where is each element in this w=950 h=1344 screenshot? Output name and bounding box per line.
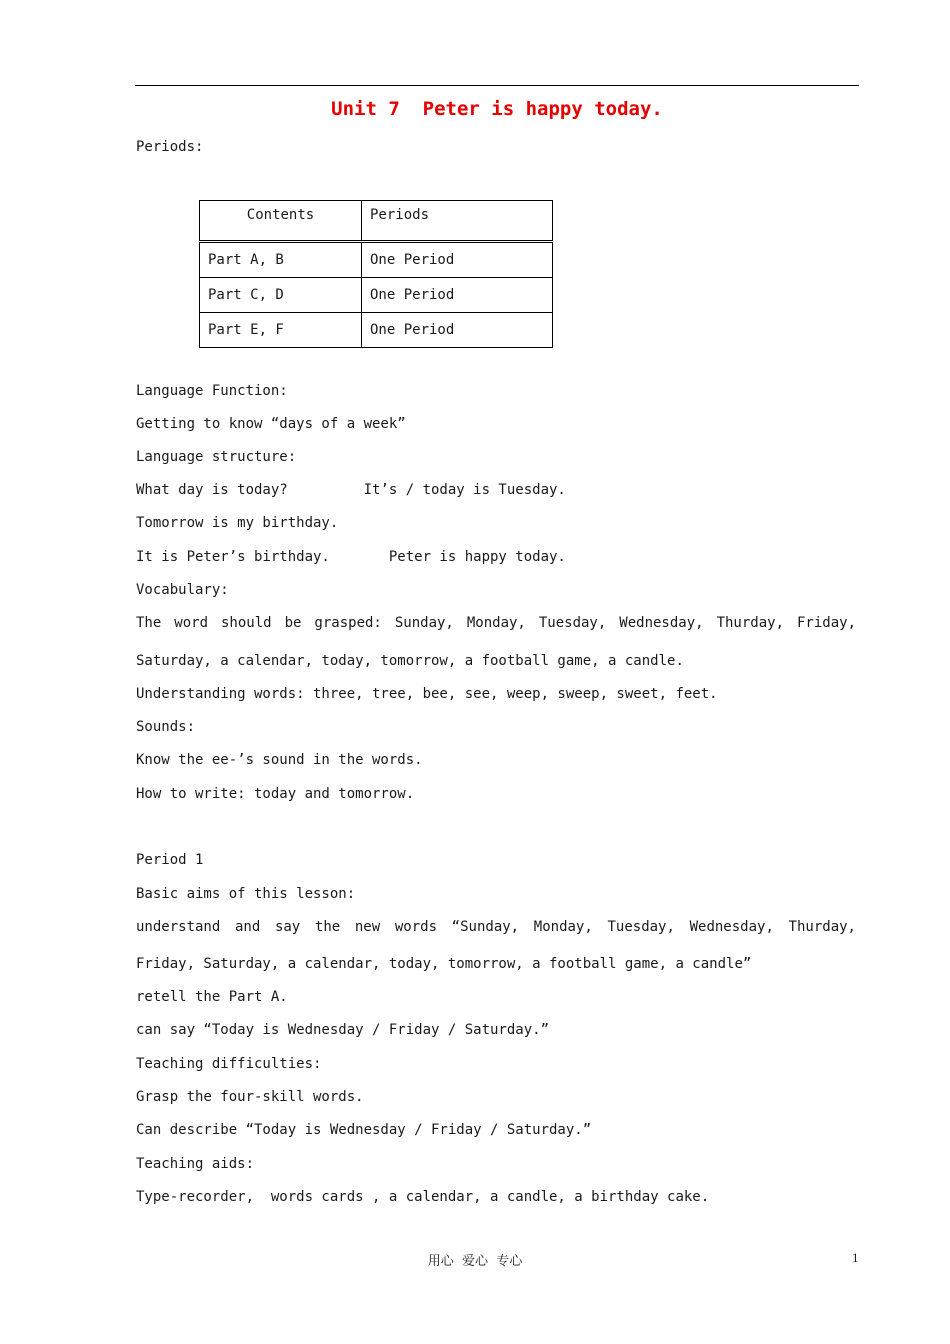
table-cell: Part C, D <box>200 278 362 313</box>
language-structure-heading: Language structure: <box>136 449 297 465</box>
table-cell: One Period <box>362 313 553 348</box>
body-line: Can describe “Today is Wednesday / Friday / Saturday.” <box>136 1122 592 1138</box>
body-line: understand and say the new words “Sunday, Monday, Tuesday, Wednesday, Thurday, <box>136 919 856 935</box>
vocabulary-heading: Vocabulary: <box>136 582 229 598</box>
body-line: Saturday, a calendar, today, tomorrow, a football game, a candle. <box>136 653 684 669</box>
table-cell: Part E, F <box>200 313 362 348</box>
header-rule <box>135 85 859 86</box>
body-line: Know the ee-’s sound in the words. <box>136 752 423 768</box>
body-line: Understanding words: three, tree, bee, see, weep, sweep, sweet, feet. <box>136 686 718 702</box>
table-cell: One Period <box>362 278 553 313</box>
periods-label: Periods: <box>136 139 204 155</box>
table-cell: Part A, B <box>200 242 362 278</box>
body-line: How to write: today and tomorrow. <box>136 786 415 802</box>
basic-aims-heading: Basic aims of this lesson: <box>136 886 356 902</box>
page-number: 1 <box>852 1250 859 1265</box>
language-function-heading: Language Function: <box>136 383 288 399</box>
body-line: The word should be grasped: Sunday, Monday, Tuesday, Wednesday, Thurday, Friday, <box>136 615 856 631</box>
teaching-aids-heading: Teaching aids: <box>136 1156 255 1172</box>
body-line: It is Peter’s birthday. Peter is happy today. <box>136 549 566 565</box>
table-row <box>200 242 553 278</box>
document-title: Unit 7 Peter is happy today. <box>331 98 663 120</box>
body-line: can say “Today is Wednesday / Friday / Saturday.” <box>136 1022 550 1038</box>
table-row <box>200 278 553 313</box>
page-footer: 用心 爱心 专心 <box>427 1254 523 1269</box>
body-line: Type-recorder, words cards , a calendar, a candle, a birthday cake. <box>136 1189 710 1205</box>
period-heading: Period 1 <box>136 852 204 868</box>
body-line: What day is today? It’s / today is Tuesday. <box>136 482 566 498</box>
table-header-periods: Periods <box>362 201 553 242</box>
periods-table <box>199 200 553 348</box>
table-header-contents: Contents <box>200 201 362 242</box>
sounds-heading: Sounds: <box>136 719 196 735</box>
table-header-row <box>200 201 553 242</box>
body-line: retell the Part A. <box>136 989 288 1005</box>
teaching-difficulties-heading: Teaching difficulties: <box>136 1056 322 1072</box>
table-cell: One Period <box>362 242 553 278</box>
table-row <box>200 313 553 348</box>
body-line: Tomorrow is my birthday. <box>136 515 339 531</box>
body-line: Getting to know “days of a week” <box>136 416 406 432</box>
body-line: Friday, Saturday, a calendar, today, tomorrow, a football game, a candle” <box>136 956 752 972</box>
body-line: Grasp the four-skill words. <box>136 1089 364 1105</box>
